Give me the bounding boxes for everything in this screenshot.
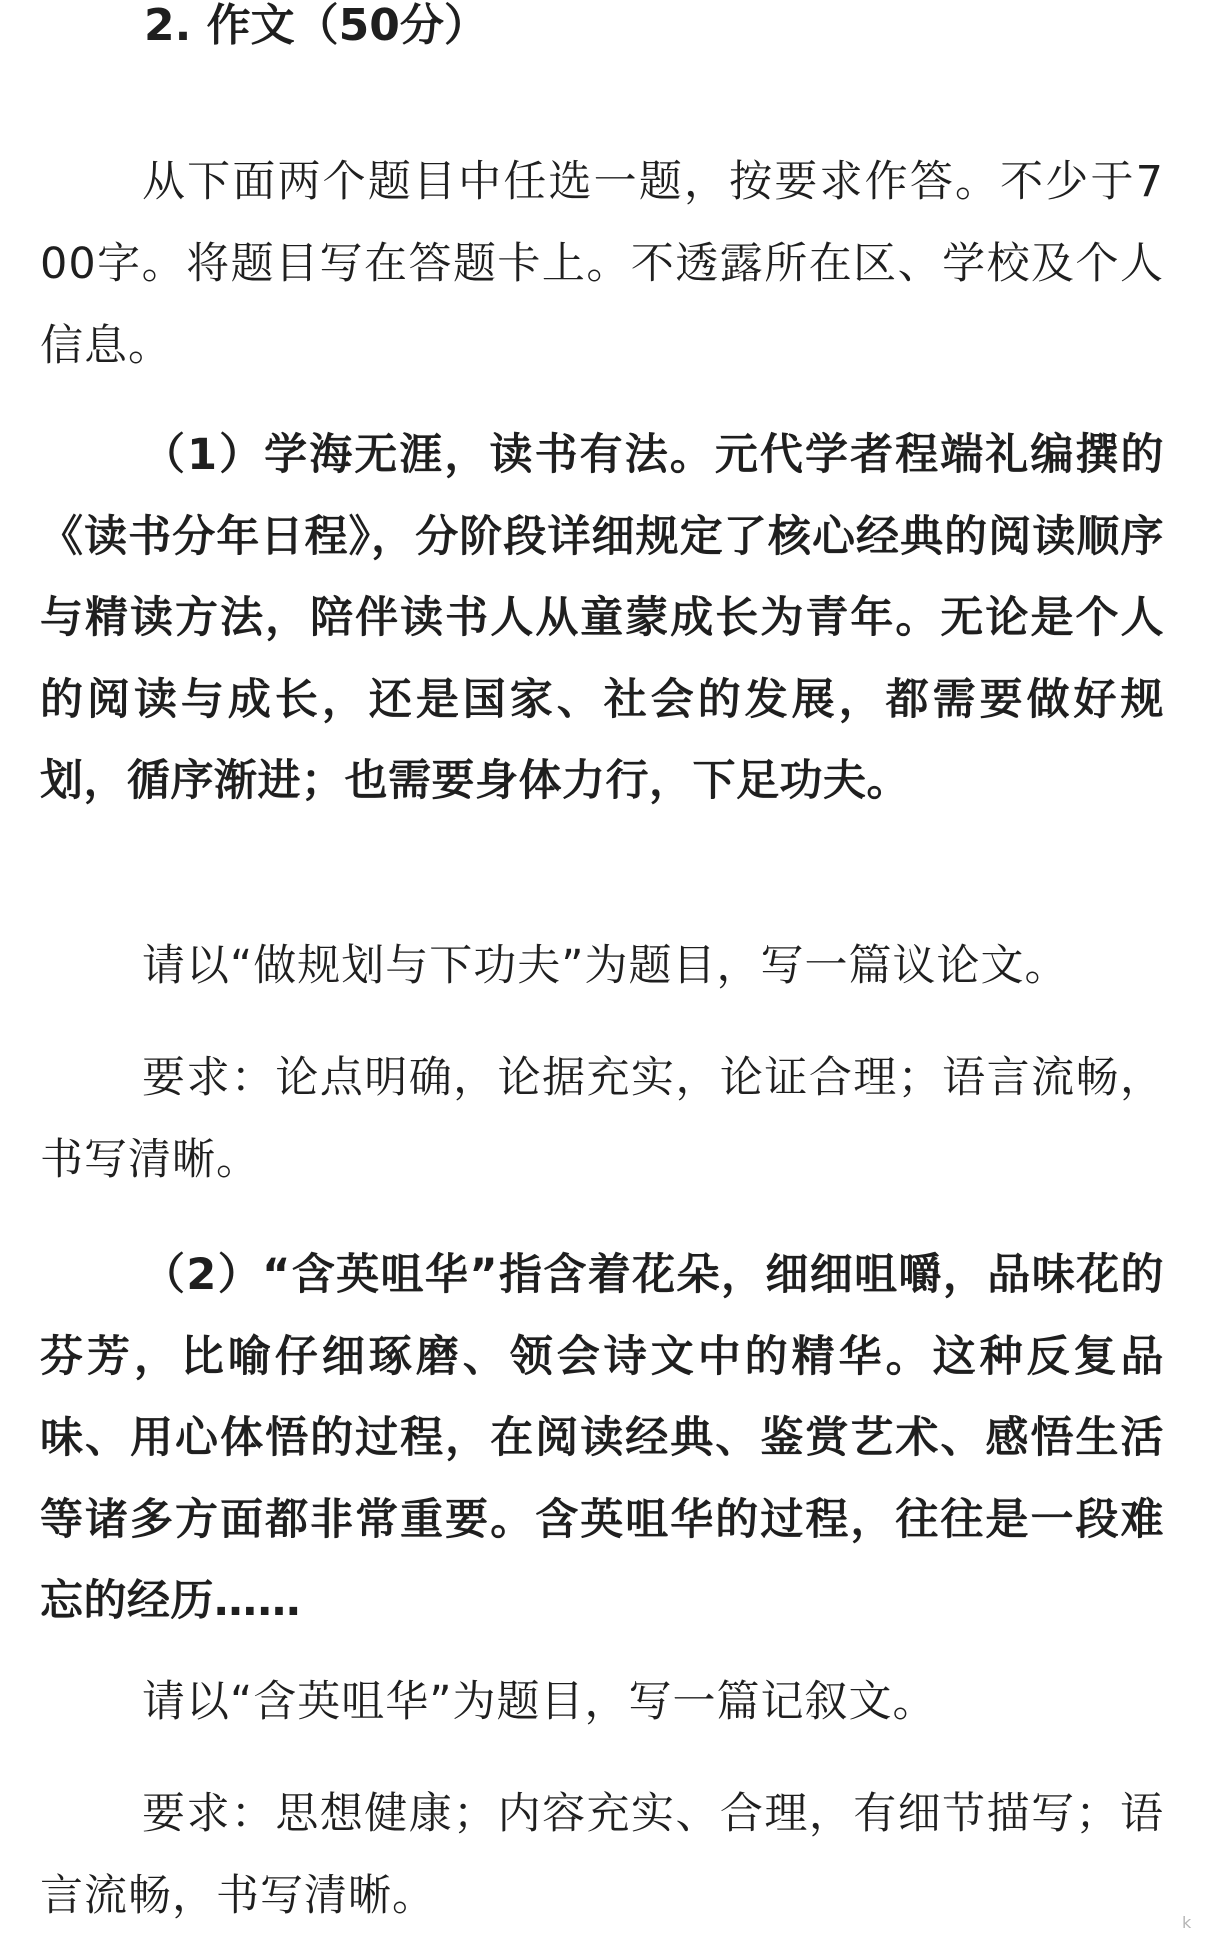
topic-1-paragraph: （1）学海无涯，读书有法。元代学者程端礼编撰的《读书分年日程》，分阶段详细规定了核心经典的阅读顺序与精读方法，陪伴读书人从童蒙成长为青年。无论是个人的阅读与成长，还是国家、社会的发展，都需要做好规划，循序渐进；也需要身体力行，下足功夫。 bbox=[40, 430, 1164, 806]
section-heading: 2. 作文（50分） bbox=[144, 0, 488, 51]
topic-2-paragraph: （2）“含英咀华”指含着花朵，细细咀嚼，品味花的芬芳，比喻仔细琢磨、领会诗文中的精华。这种反复品味、用心体悟的过程，在阅读经典、鉴赏艺术、感悟生活等诸多方面都非常重要。含英咀华的过程，往往是一段难忘的经历…… bbox=[40, 1250, 1164, 1626]
topic-2-requirement: 要求：思想健康；内容充实、合理，有细节描写；语言流畅，书写清晰。 bbox=[40, 1789, 1164, 1921]
topic-1-prompt: 请以“做规划与下功夫”为题目，写一篇议论文。 bbox=[142, 941, 1069, 991]
topic-1-requirement: 要求：论点明确，论据充实，论证合理；语言流畅，书写清晰。 bbox=[40, 1053, 1164, 1185]
topic-2-prompt: 请以“含英咀华”为题目，写一篇记叙文。 bbox=[142, 1677, 937, 1727]
watermark: k bbox=[1182, 1913, 1192, 1932]
instructions-paragraph: 从下面两个题目中任选一题，按要求作答。不少于700字。将题目写在答题卡上。不透露所在区、学校及个人信息。 bbox=[40, 157, 1164, 371]
